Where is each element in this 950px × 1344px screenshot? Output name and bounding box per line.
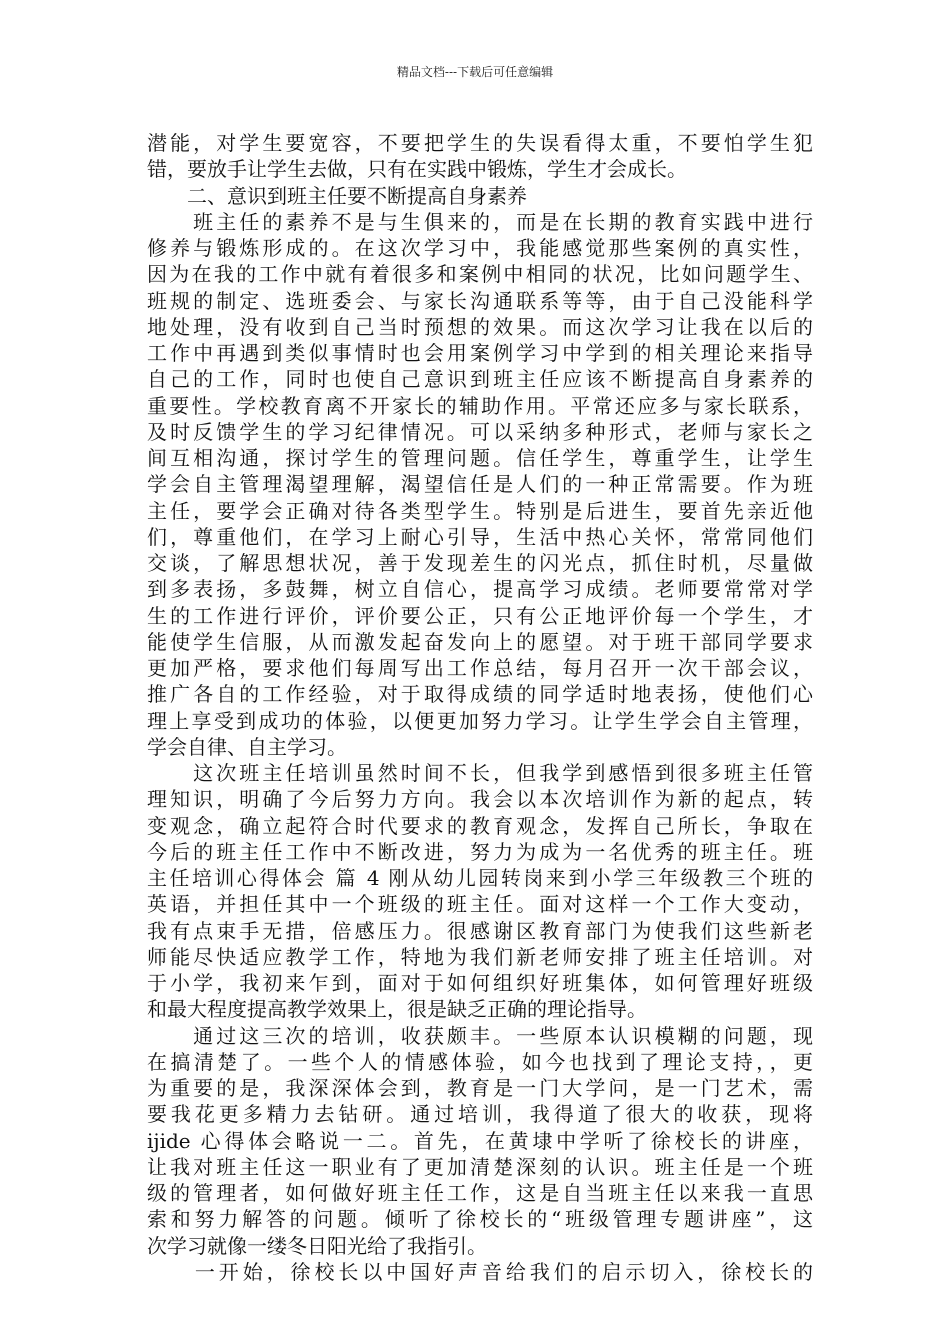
text-line: 理知识，明确了今后努力方向。我会以本次培训作为新的起点，转	[147, 787, 813, 812]
text-line: 为重要的是，我深深体会到，教育是一门大学问，是一门艺术，需	[147, 1076, 813, 1100]
text-line: 级的管理者，如何做好班主任工作，这是自当班主任以来我一直思	[147, 1181, 813, 1205]
page-header: 精品文档---下载后可任意编辑	[396, 65, 554, 79]
text-line: 因为在我的工作中就有着很多和案例中相同的状况，比如问题学生、	[147, 262, 813, 287]
text-line: 推广各自的工作经验，对于取得成绩的同学适时地表扬，使他们心	[147, 682, 813, 707]
text-line: 师能尽快适应教学工作，特地为我们新老师安排了班主任培训。对	[147, 944, 813, 969]
text-line: 重要性。学校教育离不开家长的辅助作用。平常还应多与家长联系，	[147, 393, 813, 418]
text-line: 班规的制定、选班委会、与家长沟通联系等等，由于自己没能科学	[147, 288, 813, 313]
text-line: 修养与锻炼形成的。在这次学习中，我能感觉那些案例的真实性，	[147, 236, 813, 260]
text-line: 到多表扬，多鼓舞，树立自信心，提高学习成绩。老师要常常对学	[147, 577, 813, 602]
text-line: 要我花更多精力去钻研。通过培训，我得道了很大的收获，现将	[147, 1102, 813, 1127]
text-line: 地处理，没有收到自己当时预想的效果。而这次学习让我在以后的	[147, 314, 813, 339]
text-line: 通过这三次的培训，收获颇丰。一些原本认识模糊的问题，现	[147, 1023, 813, 1048]
text-line: 班主任的素养不是与生俱来的，而是在长期的教育实践中进行	[147, 209, 813, 234]
text-line: 工作中再遇到类似事情时也会用案例学习中学到的相关理论来指导	[147, 341, 813, 365]
text-line: 主任，要学会正确对待各类型学生。特别是后进生，要首先亲近他	[147, 498, 813, 523]
text-line: 理上享受到成功的体验，以便更加努力学习。让学生学会自主管理，	[147, 708, 813, 733]
text-line: 次学习就像一缕冬日阳光给了我指引。	[147, 1233, 487, 1258]
text-line: 间互相沟通，探讨学生的管理问题。信任学生，尊重学生，让学生	[147, 446, 813, 470]
text-line: 一开始，徐校长以中国好声音给我们的启示切入，徐校长的	[147, 1259, 813, 1284]
section-heading: 二、意识到班主任要不断提高自身素养	[147, 183, 527, 208]
text-line: 我有点束手无措，倍感压力。很感谢区教育部门为使我们这些新老	[147, 918, 813, 943]
text-line: 交谈，了解思想状况，善于发现差生的闪光点，抓住时机，尽量做	[147, 551, 813, 575]
text-line: 学会自主管理渴望理解，渴望信任是人们的一种正常需要。作为班	[147, 472, 813, 497]
text-line: 于小学，我初来乍到，面对于如何组织好班集体，如何管理好班级	[147, 971, 813, 995]
text-line: 潜能，对学生要宽容，不要把学生的失误看得太重，不要怕学生犯	[147, 131, 813, 155]
text-line: 和最大程度提高教学效果上，很是缺乏正确的理论指导。	[147, 997, 647, 1022]
text-line: 让我对班主任这一职业有了更加清楚深刻的认识。班主任是一个班	[147, 1154, 813, 1179]
text-line: 主任培训心得体会 篇 4 刚从幼儿园转岗来到小学三年级教三个班的	[147, 866, 813, 890]
text-line: 自己的工作，同时也使自己意识到班主任应该不断提高自身素养的	[147, 367, 813, 392]
document-body	[147, 130, 813, 1285]
text-line: 们，尊重他们，在学习上耐心引导，生活中热心关怀，常常同他们	[147, 524, 813, 549]
text-line: 及时反馈学生的学习纪律情况。可以采纳多种形式，老师与家长之	[147, 419, 813, 444]
text-line: 错，要放手让学生去做，只有在实践中锻炼，学生才会成长。	[147, 157, 687, 182]
text-line: 在搞清楚了。一些个人的情感体验，如今也找到了理论支持，，更	[147, 1049, 813, 1074]
text-line: 能使学生信服，从而激发起奋发向上的愿望。对于班干部同学要求	[147, 629, 813, 654]
text-line: 索和努力解答的问题。倾听了徐校长的“班级管理专题讲座”，这	[147, 1207, 813, 1232]
text-line: ijide 心得体会略说一二。首先，在黄埭中学听了徐校长的讲座，	[147, 1128, 813, 1153]
text-line: 今后的班主任工作中不断改进，努力为成为一名优秀的班主任。班	[147, 839, 813, 864]
text-line: 这次班主任培训虽然时间不长，但我学到感悟到很多班主任管	[147, 761, 813, 785]
text-line: 更加严格，要求他们每周写出工作总结，每月召开一次干部会议，	[147, 656, 813, 680]
text-line: 英语，并担任其中一个班级的班主任。面对这样一个工作大变动，	[147, 892, 813, 917]
text-line: 生的工作进行评价，评价要公正，只有公正地评价每一个学生，才	[147, 603, 813, 628]
text-line: 变观念，确立起符合时代要求的教育观念，发挥自己所长，争取在	[147, 813, 813, 838]
text-line: 学会自律、自主学习。	[147, 734, 347, 759]
